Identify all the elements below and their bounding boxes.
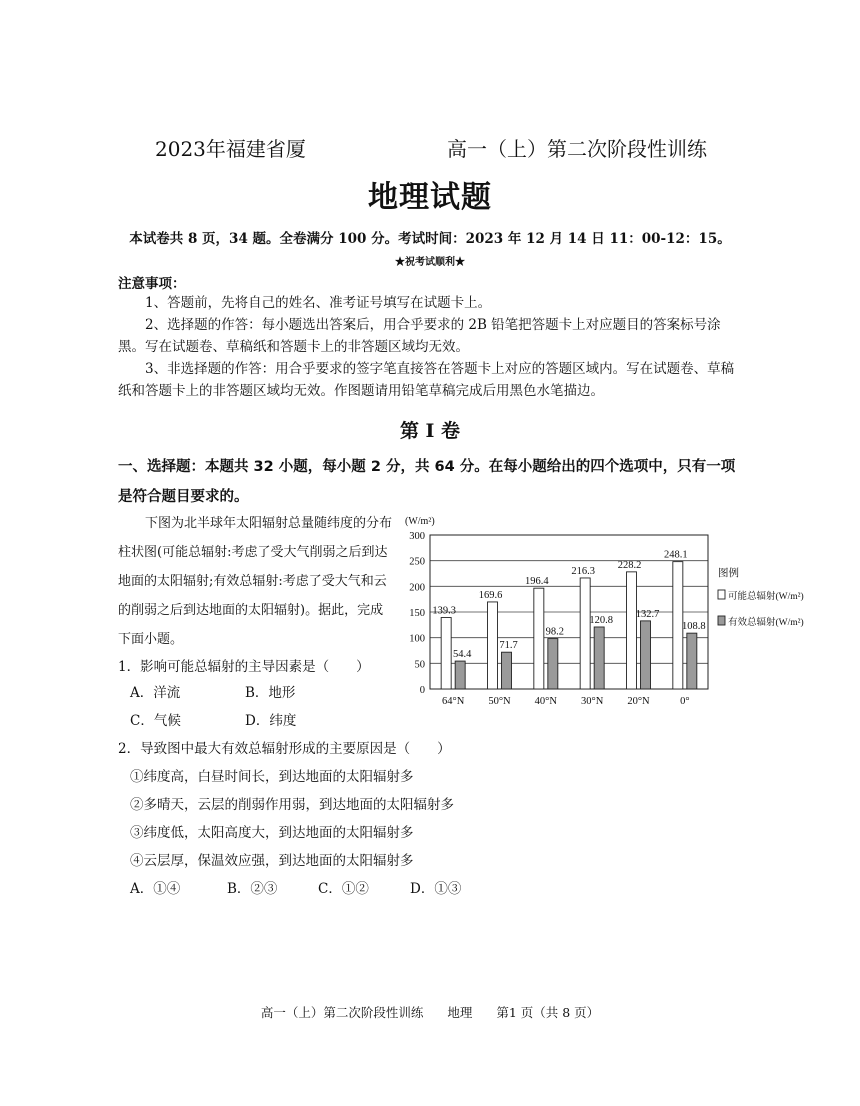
q2-option-b: B．②③	[227, 881, 278, 897]
q2-statement-4: ④云层厚，保温效应强，到达地面的太阳辐射多	[130, 853, 414, 869]
question-intro: 下图为北半球年太阳辐射总量随纬度的分布柱状图(可能总辐射:考虑了受大气削弱之后到达地面的太阳辐射;有效总辐射:考虑了受大气和云的削弱之后到达地面的太阳辐射)。据此，完成下面小题。	[118, 516, 393, 647]
x-tick-label: 64°N	[442, 696, 465, 707]
legend-swatch-possible	[718, 590, 725, 599]
q2-statement-2: ②多晴天，云层的削弱作用弱，到达地面的太阳辐射多	[130, 797, 454, 813]
y-tick-label: 300	[409, 531, 425, 542]
data-label-effective: 108.8	[682, 621, 706, 633]
q2-option-d: D．①③	[410, 881, 462, 897]
q1-stem: 1．影响可能总辐射的主导因素是（ ）	[118, 659, 370, 675]
y-tick-label: 250	[409, 556, 425, 568]
q2-statement-3: ③纬度低，太阳高度大，到达地面的太阳辐射多	[130, 825, 414, 841]
header-school: 2023年福建省厦	[155, 137, 306, 161]
bar-possible-radiation	[580, 578, 590, 689]
bar-possible-radiation	[488, 602, 498, 689]
x-tick-label: 50°N	[488, 696, 511, 707]
notice-heading: 注意事项：	[118, 276, 186, 292]
data-label-possible: 228.2	[617, 559, 642, 571]
page-title: 地理试题	[368, 180, 492, 215]
x-tick-label: 20°N	[627, 696, 650, 707]
header-exam: 高一（上）第二次阶段性训练	[447, 137, 707, 161]
data-label-possible: 216.3	[571, 565, 595, 577]
footer-exam: 高一（上）第二次阶段性训练	[260, 1005, 424, 1020]
page-footer	[0, 1003, 860, 1021]
bar-possible-radiation	[534, 588, 544, 689]
legend-title: 图例	[718, 568, 739, 579]
y-axis-label: (W/m²)	[405, 516, 435, 527]
bar-possible-radiation	[441, 617, 451, 689]
q2-stem: 2．导致图中最大有效总辐射形成的主要原因是（ ）	[118, 741, 451, 757]
data-label-effective: 132.7	[635, 608, 660, 620]
bar-possible-radiation	[627, 572, 637, 689]
part-heading: 一、选择题：本题共 32 小题，每小题 2 分，共 64 分。在每小题给出的四个选项中，只有一项是符合题目要求的。	[118, 459, 736, 505]
section-title: 第 I 卷	[399, 420, 461, 442]
data-label-effective: 120.8	[589, 614, 613, 626]
q2-statement-1: ①纬度高，白昼时间长，到达地面的太阳辐射多	[130, 769, 414, 785]
notice-item-1: 1、答题前，先将自己的姓名、准考证号填写在试题卡上。	[145, 295, 492, 311]
x-tick-label: 30°N	[581, 696, 604, 707]
q2-option-c: C．①②	[318, 881, 369, 897]
notice-item-2: 2、选择题的作答：每小题选出答案后，用合乎要求的 2B 铅笔把答题卡上对应题目的答案标号涂黑。写在试题卷、草稿纸和答题卡上的非答题区域均无效。	[118, 317, 721, 355]
q1-option-d: D．纬度	[245, 713, 297, 729]
bar-effective-radiation	[455, 661, 465, 689]
data-label-effective: 98.2	[545, 626, 565, 638]
data-label-possible: 169.6	[478, 589, 503, 601]
data-label-possible: 196.4	[525, 576, 549, 588]
x-tick-label: 40°N	[534, 696, 557, 707]
data-label-possible: 139.3	[432, 605, 456, 617]
y-tick-label: 100	[409, 633, 425, 645]
q1-option-b: B．地形	[245, 685, 296, 701]
legend-label-effective: 有效总辐射(W/m²)	[728, 618, 804, 628]
notice-item-3: 3、非选择题的作答：用合乎要求的签字笔直接答在答题卡上对应的答题区域内。写在试题卷、草稿纸和答题卡上的非答题区域均无效。作图题请用铅笔草稿完成后用黑色水笔描边。	[118, 361, 735, 399]
x-tick-label: 0°	[680, 696, 690, 707]
y-tick-label: 50	[414, 659, 425, 671]
bar-effective-radiation	[548, 639, 558, 689]
bar-effective-radiation	[502, 652, 512, 689]
bar-effective-radiation	[641, 621, 651, 689]
exam-info: 本试卷共 8 页，34 题。全卷满分 100 分。考试时间：2023 年 12 月 14 日 11：00-12：15。	[129, 231, 731, 247]
legend-swatch-effective	[718, 616, 725, 625]
bar-effective-radiation	[687, 633, 697, 689]
data-label-possible: 248.1	[664, 549, 688, 561]
legend-label-possible: 可能总辐射(W/m²)	[728, 592, 804, 602]
y-tick-label: 200	[409, 582, 425, 594]
data-label-effective: 71.7	[499, 640, 518, 652]
q2-option-a: A．①④	[130, 881, 181, 897]
footer-page: 第1 页（共 8 页）	[496, 1005, 600, 1020]
good-luck-note: ★祝考试顺利★	[395, 257, 465, 268]
q1-option-a: A．洋流	[130, 685, 181, 701]
q1-option-c: C．气候	[130, 713, 181, 729]
y-tick-label: 150	[409, 608, 425, 619]
y-tick-label: 0	[419, 685, 425, 696]
radiation-bar-chart	[400, 510, 805, 715]
footer-subject: 地理	[447, 1005, 473, 1020]
bar-effective-radiation	[594, 627, 604, 689]
data-label-effective: 54.4	[452, 649, 472, 661]
